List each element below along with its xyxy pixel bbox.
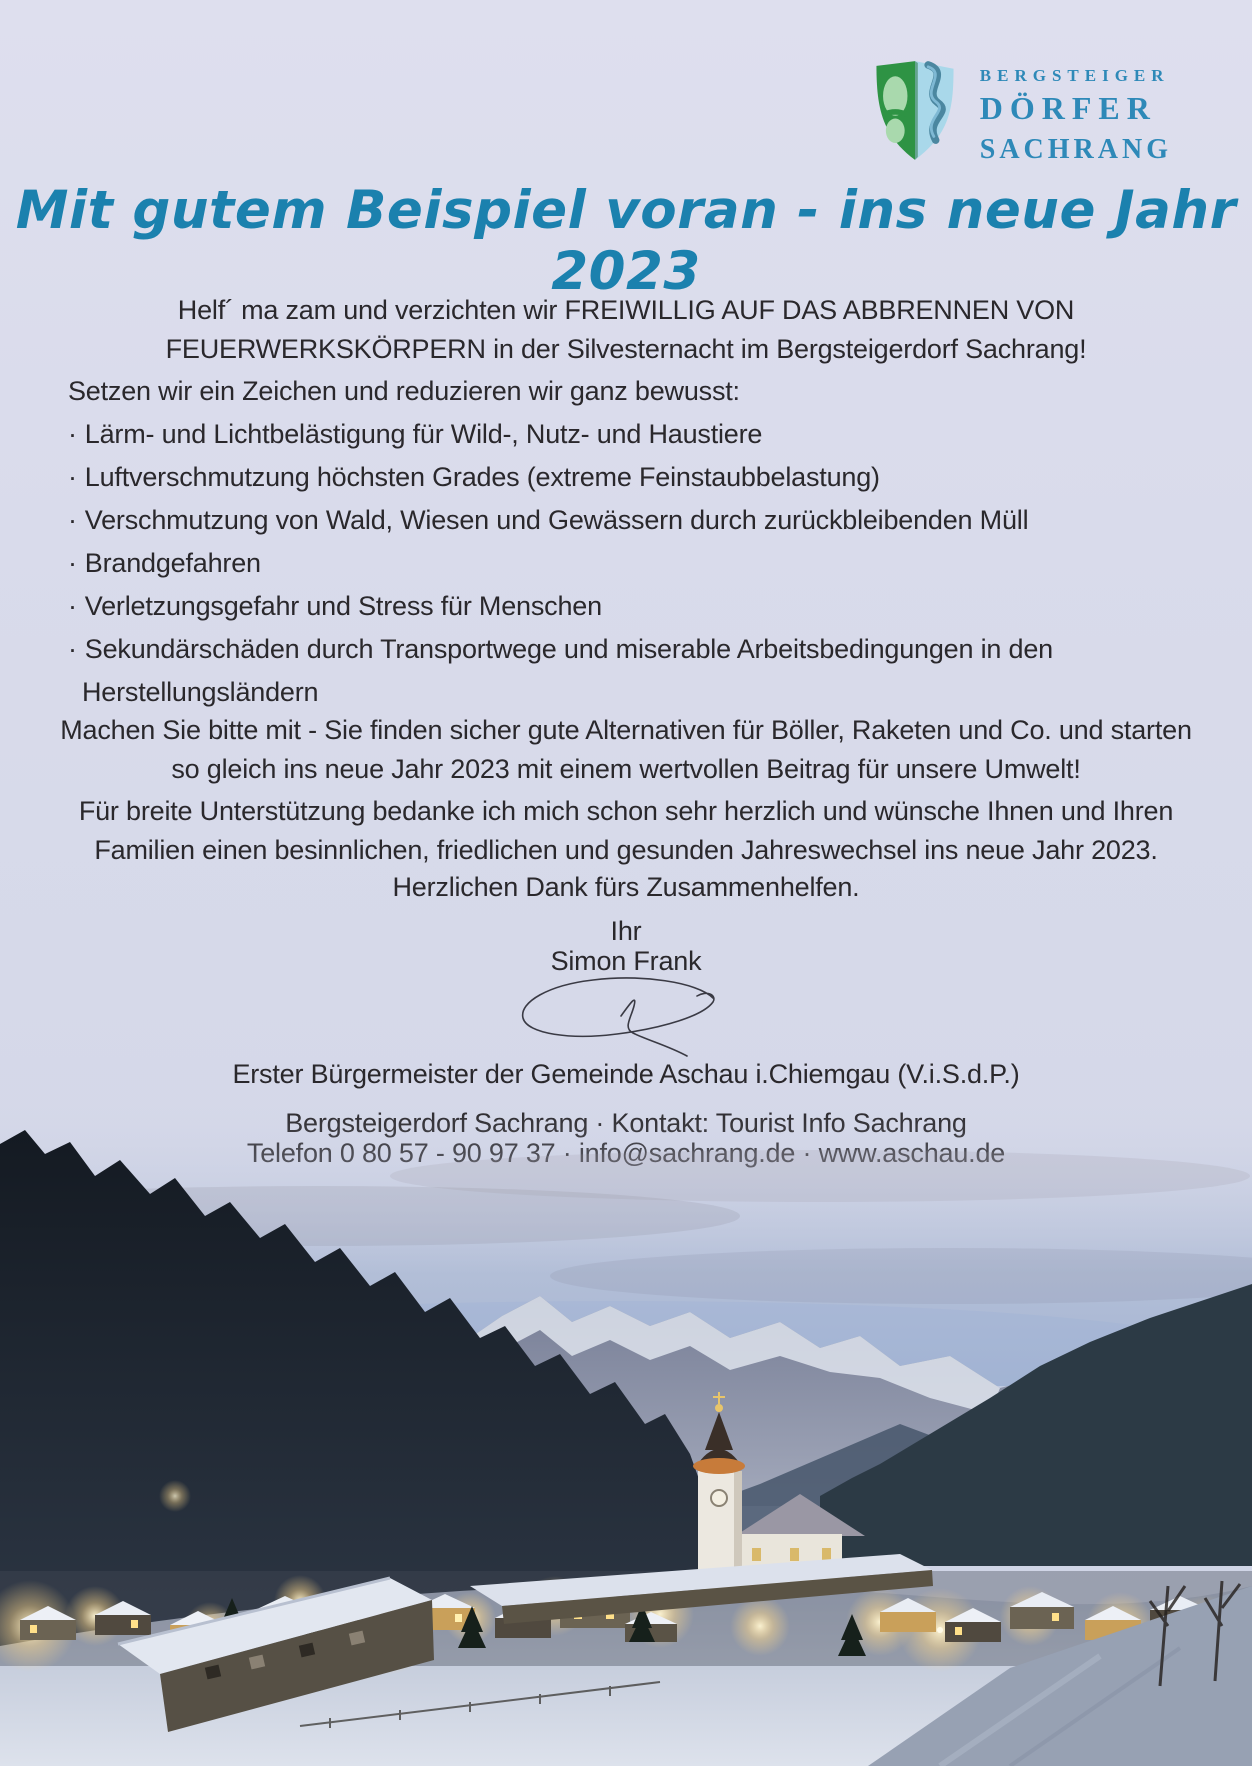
- intro-line-1: Helf´ ma zam und verzichten wir FREIWILLIG AUF DAS ABBRENNEN VON: [177, 295, 1075, 325]
- logo-line-bergsteiger: BERGSTEIGER: [979, 66, 1170, 85]
- logo-line-sachrang: SACHRANG: [979, 134, 1172, 165]
- salutation: Ihr: [610, 916, 642, 946]
- appeal-paragraph: [0, 711, 1252, 789]
- list-item-text: Verletzungsgefahr und Stress für Menschen: [84, 591, 602, 621]
- appeal-line-2: so gleich ins neue Jahr 2023 mit einem wertvollen Beitrag für unsere Umwelt!: [171, 754, 1081, 784]
- appeal-line-1: Machen Sie bitte mit - Sie finden sicher gute Alternativen für Böller, Raketen und Co. und starten: [60, 715, 1192, 745]
- list-item: [68, 585, 1174, 628]
- closing-line: Herzlichen Dank fürs Zusammenhelfen.: [392, 872, 860, 902]
- list-header: Setzen wir ein Zeichen und reduzieren wir ganz bewusst:: [68, 376, 740, 406]
- bullet-icon: ·: [68, 634, 77, 664]
- bullet-icon: ·: [68, 419, 77, 449]
- bergsteigerdoerfer-logo: [868, 58, 1172, 166]
- intro-line-2: FEUERWERKSKÖRPERN in der Silvesternacht im Bergsteigerdorf Sachrang!: [165, 334, 1087, 364]
- bullet-icon: ·: [68, 591, 77, 621]
- list-item: [68, 413, 1174, 456]
- bullet-icon: ·: [68, 548, 77, 578]
- page-title: Mit gutem Beispiel voran - ins neue Jahr 2023: [15, 180, 1237, 302]
- list-item-text: Brandgefahren: [84, 548, 261, 578]
- bullet-icon: ·: [68, 505, 77, 535]
- list-item-text: Luftverschmutzung höchsten Grades (extreme Feinstaubbelastung): [84, 462, 880, 492]
- thanks-paragraph: [0, 792, 1252, 870]
- list-item-text: Lärm- und Lichtbelästigung für Wild-, Nutz- und Haustiere: [84, 419, 763, 449]
- logo-wordmark: [980, 58, 1172, 166]
- thanks-line-2: Familien einen besinnlichen, friedlichen und gesunden Jahreswechsel ins neue Jahr 2023.: [94, 835, 1158, 865]
- list-item: [68, 499, 1174, 542]
- list-item-text: Verschmutzung von Wald, Wiesen und Gewässern durch zurückbleibenden Müll: [84, 505, 1029, 535]
- village-photo: [0, 1026, 1252, 1766]
- logo-line-doerfer: DÖRFER: [979, 90, 1157, 126]
- list-item: [68, 542, 1174, 585]
- bullet-list: [68, 413, 1174, 714]
- list-item: [68, 456, 1174, 499]
- intro-paragraph: [0, 291, 1252, 369]
- bullet-icon: ·: [68, 462, 77, 492]
- signer-title: Erster Bürgermeister der Gemeinde Aschau i.Chiemgau (V.i.S.d.P.): [232, 1059, 1020, 1089]
- list-item-text: Sekundärschäden durch Transportwege und miserable Arbeitsbedingungen in den Herstellungsländern: [82, 634, 1053, 707]
- signer-name: Simon Frank: [550, 946, 702, 976]
- list-item: [68, 628, 1174, 714]
- thanks-line-1: Für breite Unterstützung bedanke ich mich schon sehr herzlich und wünsche Ihnen und Ihren: [78, 796, 1174, 826]
- shield-logo-icon: [868, 58, 962, 164]
